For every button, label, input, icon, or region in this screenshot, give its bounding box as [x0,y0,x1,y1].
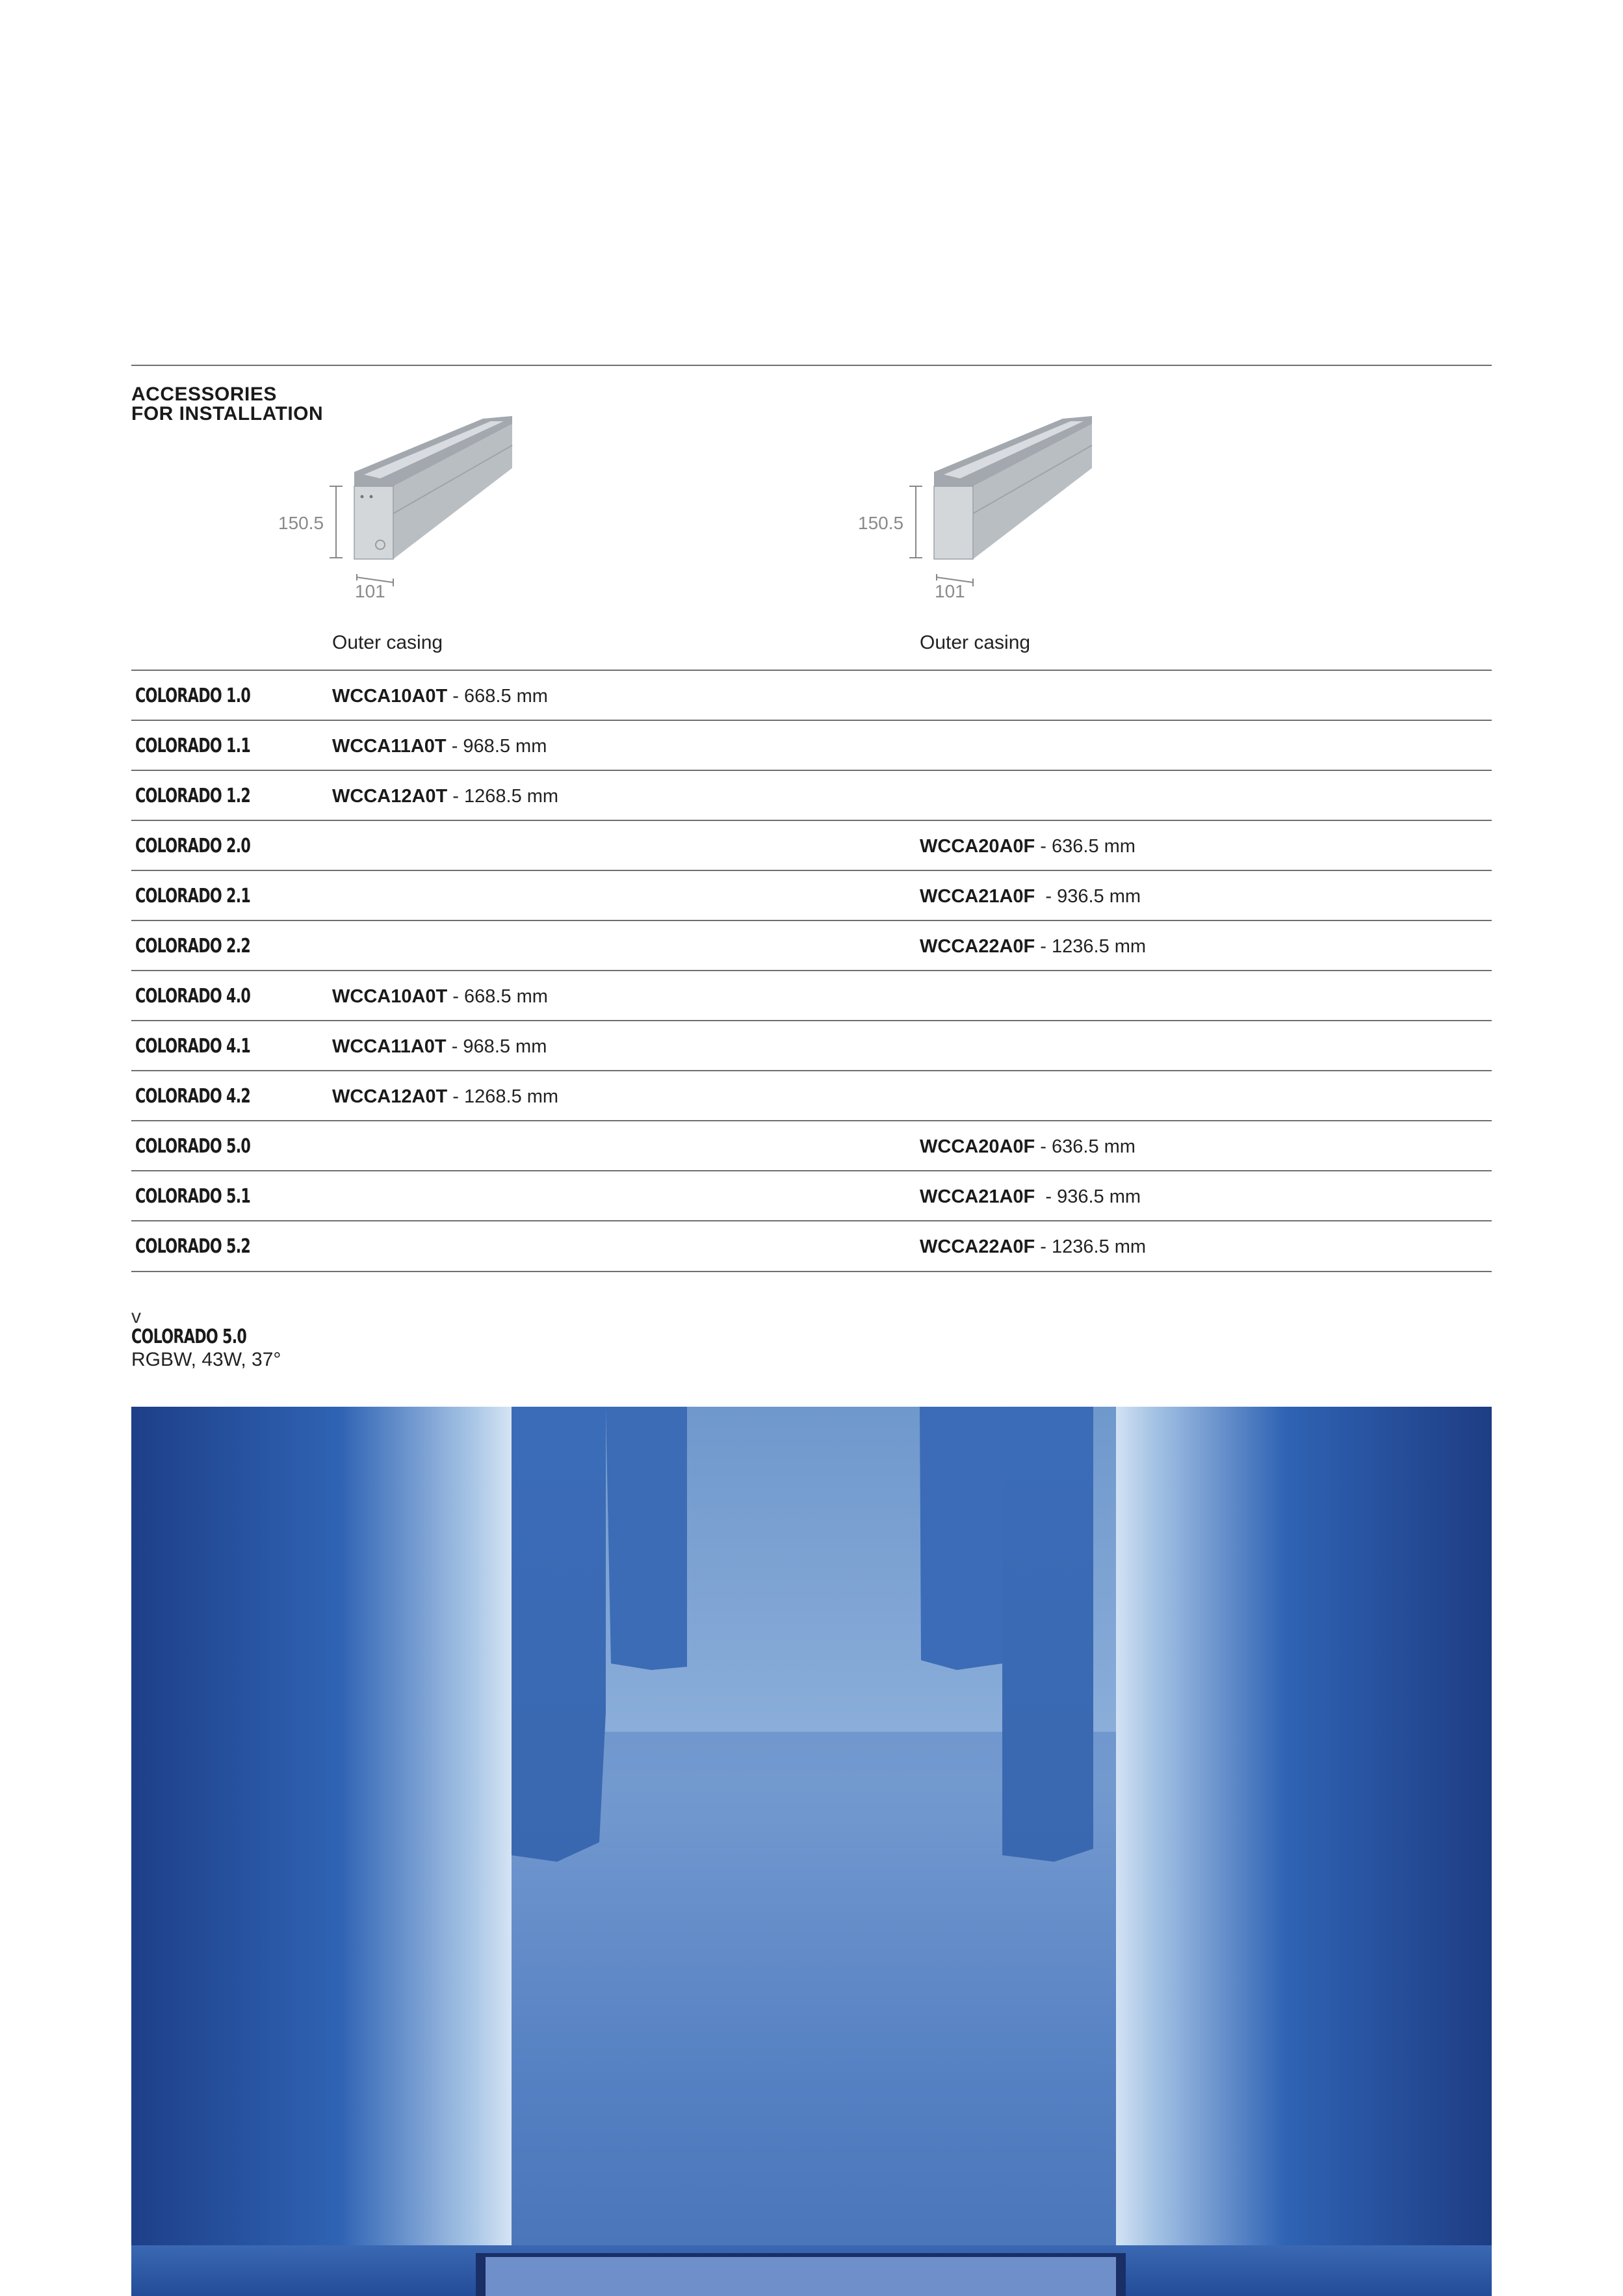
accessory-length: - 968.5 mm [446,1036,547,1057]
accessory-length: - 636.5 mm [1035,1136,1136,1157]
model-name: COLORADO 1.1 [135,735,251,757]
accessory-code: WCCA12A0T [332,786,448,807]
accessory-length: - 1236.5 mm [1035,936,1147,957]
model-name: COLORADO 4.2 [135,1085,251,1108]
accessory-length: - 1236.5 mm [1035,1236,1147,1257]
model-name: COLORADO 1.2 [135,785,251,807]
table-row [131,770,1492,820]
accessory-cell [920,886,1141,907]
table-row [131,670,1492,720]
accessory-code: WCCA20A0F [920,1136,1035,1157]
accessory-cell [332,986,548,1008]
accessory-code: WCCA21A0F [920,886,1035,907]
table-row [131,870,1492,920]
accessory-cell [920,1236,1146,1258]
accessory-code: WCCA10A0T [332,686,448,707]
table-row [131,1221,1492,1271]
accessory-length: - 1268.5 mm [447,1086,559,1107]
installation-photo [131,1407,1492,2296]
accessory-length: - 968.5 mm [446,736,547,757]
table-row [131,920,1492,971]
table-bottom-rule [131,1271,1492,1272]
accessory-cell [332,736,547,757]
width-dimension-label-2: 101 [935,581,965,601]
accessory-code: WCCA21A0F [920,1186,1035,1207]
caption-model: COLORADO 5.0 [131,1325,247,1348]
accessory-code: WCCA22A0F [920,936,1035,957]
model-name: COLORADO 5.0 [135,1135,251,1158]
accessory-length: - 668.5 mm [447,986,548,1007]
photo-caption [131,1306,287,1371]
caption-marker: v [131,1306,141,1327]
accessory-cell [920,1186,1141,1208]
accessory-code: WCCA20A0F [920,836,1035,857]
heading-line-2: FOR INSTALLATION [131,403,324,424]
product-image-outer-casing-2 [908,416,1097,605]
accessory-code: WCCA12A0T [332,1086,448,1107]
model-name: COLORADO 2.2 [135,935,251,958]
accessory-length: - 936.5 mm [1035,886,1141,907]
model-name: COLORADO 1.0 [135,685,251,707]
top-divider [131,365,1492,366]
model-name: COLORADO 4.0 [135,985,251,1008]
accessory-code: WCCA10A0T [332,986,448,1007]
product-image-outer-casing-1 [328,416,517,605]
model-name: COLORADO 2.0 [135,835,251,857]
product-name-1: Outer casing [332,632,443,653]
height-dimension-label-1: 150.5 [278,513,324,533]
accessory-length: - 668.5 mm [447,686,548,707]
model-name: COLORADO 4.1 [135,1035,251,1058]
table-row [131,1171,1492,1221]
accessory-cell [332,1036,547,1058]
section-heading [131,385,323,424]
accessory-code: WCCA22A0F [920,1236,1035,1257]
accessory-cell [920,836,1136,857]
product-name-2: Outer casing [920,632,1031,653]
height-dimension-label-2: 150.5 [858,513,904,533]
accessory-cell [332,686,548,707]
table-row [131,1021,1492,1071]
accessory-code: WCCA11A0T [332,736,447,757]
accessory-length: - 936.5 mm [1035,1186,1141,1207]
model-name: COLORADO 5.1 [135,1185,251,1208]
accessory-cell [920,1136,1136,1158]
accessory-cell [920,936,1146,958]
table-row [131,820,1492,870]
width-dimension-label-1: 101 [355,581,385,601]
table-row [131,1121,1492,1171]
table-row [131,971,1492,1021]
accessory-code: WCCA11A0T [332,1036,447,1057]
accessory-length: - 636.5 mm [1035,836,1136,857]
heading-line-1: ACCESSORIES [131,384,277,405]
table-row [131,1071,1492,1121]
accessory-length: - 1268.5 mm [447,786,559,807]
model-name: COLORADO 2.1 [135,885,251,907]
accessory-cell [332,1086,558,1108]
model-name: COLORADO 5.2 [135,1235,251,1258]
accessory-cell [332,786,558,807]
table-row [131,720,1492,770]
caption-spec: RGBW, 43W, 37° [131,1349,281,1370]
